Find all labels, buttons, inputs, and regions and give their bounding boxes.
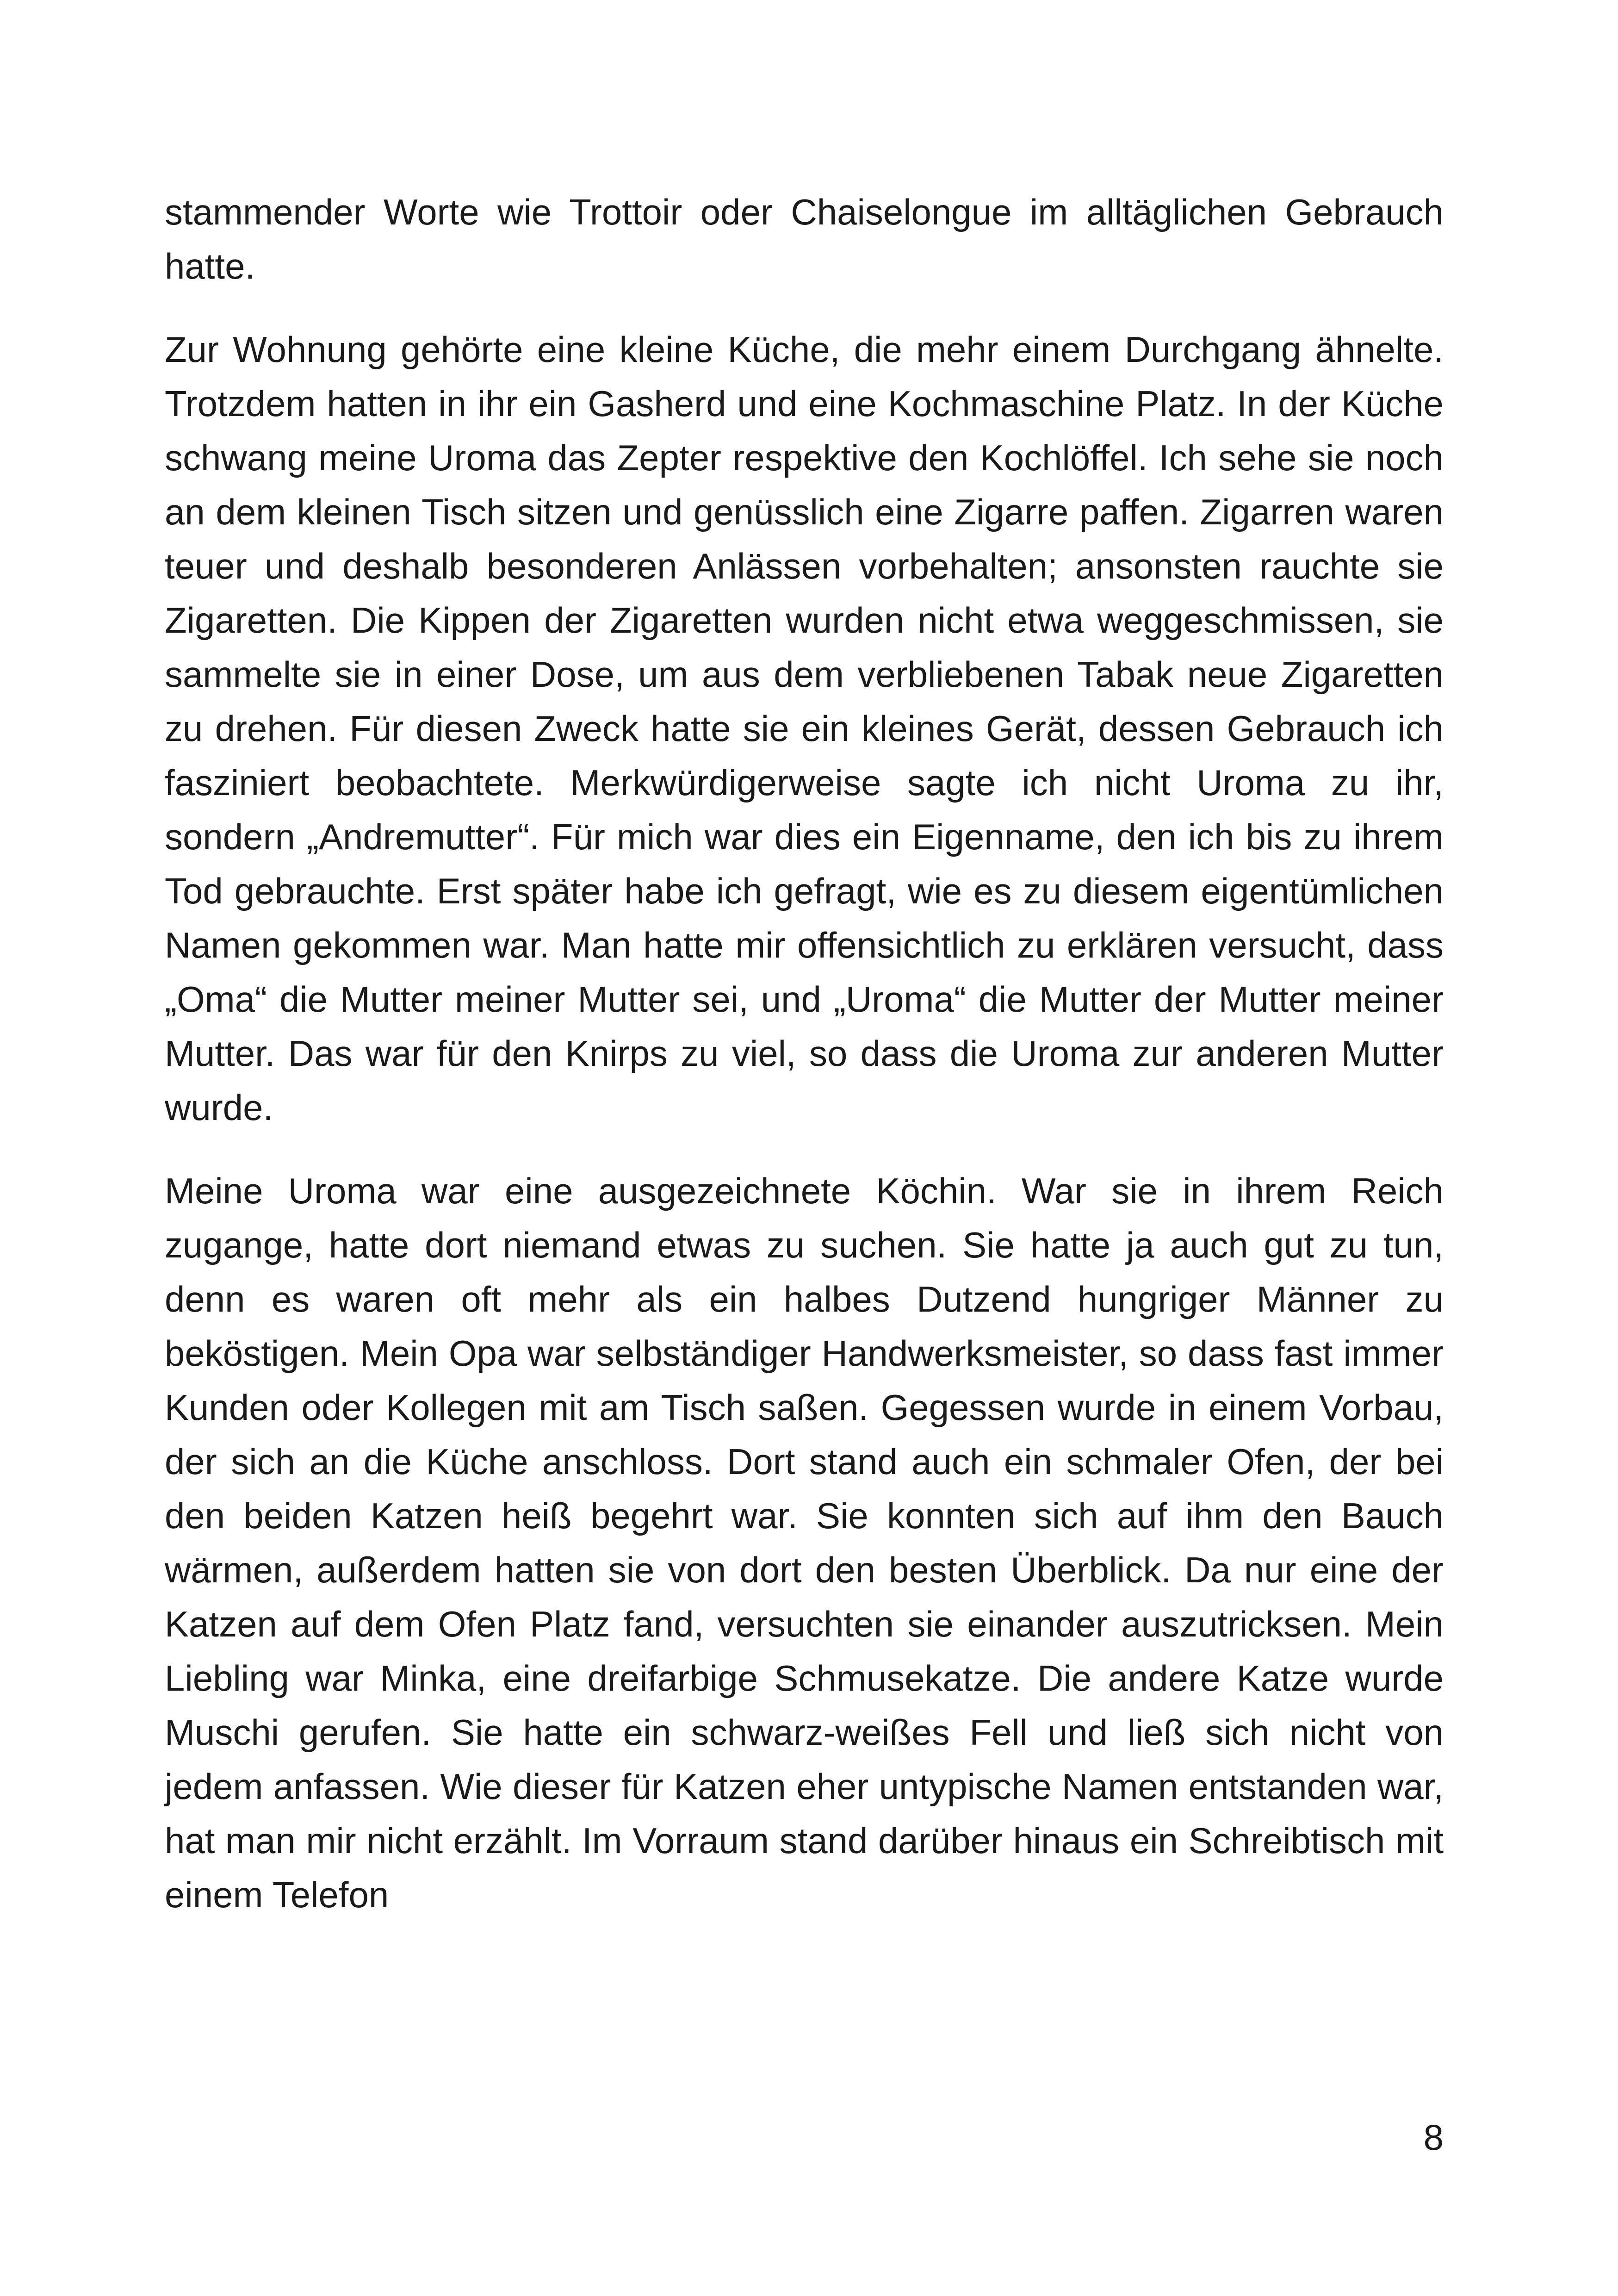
paragraph-2: Zur Wohnung gehörte eine kleine Küche, die mehr einem Durchgang ähnelte. Trotzdem hatten in ihr ein Gasherd und eine Kochmaschine Platz. In der Küche schwang meine Uroma das Zepter respektive den Kochlöffel. Ich sehe sie noch an dem kleinen Tisch sitzen und genüsslich eine Zigarre paffen. Zigarren waren teuer und deshalb besonderen Anlässen vorbehalten; ansonsten rauchte sie Zigaretten. Die Kippen der Zigaretten wurden nicht etwa weggeschmissen, sie sammelte sie in einer Dose, um aus dem verbliebenen Tabak neue Zigaretten zu drehen. Für diesen Zweck hatte sie ein kleines Gerät, dessen Gebrauch ich fasziniert beobachtete. Merkwürdigerweise sagte ich nicht Uroma zu ihr, sondern „Andremutter“. Für mich war dies ein Eigenname, den ich bis zu ihrem Tod gebrauchte. Erst später habe ich gefragt, wie es zu diesem eigentümlichen Namen gekommen war. Man hatte mir offensichtlich zu erklären versucht, dass „Oma“ die Mutter meiner Mutter sei, und „Uroma“ die Mutter der Mutter meiner Mutter. Das war für den Knirps zu viel, so dass die Uroma zur anderen Mutter wurde. [165,329,1444,1128]
paragraph-1: stammender Worte wie Trottoir oder Chaiselongue im alltäglichen Gebrauch hatte. [165,192,1444,286]
body-text [165,185,1444,1922]
page-number: 8 [1423,2117,1444,2158]
paragraph-3: Meine Uroma war eine ausgezeichnete Köchin. War sie in ihrem Reich zugange, hatte dort niemand etwas zu suchen. Sie hatte ja auch gut zu tun, denn es waren oft mehr als ein halbes Dutzend hungriger Männer zu beköstigen. Mein Opa war selbständiger Handwerksmeister, so dass fast immer Kunden oder Kollegen mit am Tisch saßen. Gegessen wurde in einem Vorbau, der sich an die Küche anschloss. Dort stand auch ein schmaler Ofen, der bei den beiden Katzen heiß begehrt war. Sie konnten sich auf ihm den Bauch wärmen, außerdem hatten sie von dort den besten Überblick. Da nur eine der Katzen auf dem Ofen Platz fand, versuchten sie einander auszutricksen. Mein Liebling war Minka, eine dreifarbige Schmusekatze. Die andere Katze wurde Muschi gerufen. Sie hatte ein schwarz-weißes Fell und ließ sich nicht von jedem anfassen. Wie dieser für Katzen eher untypische Namen entstanden war, hat man mir nicht erzählt. Im Vorraum stand darüber hinaus ein Schreibtisch mit einem Telefon [165,1170,1444,1915]
